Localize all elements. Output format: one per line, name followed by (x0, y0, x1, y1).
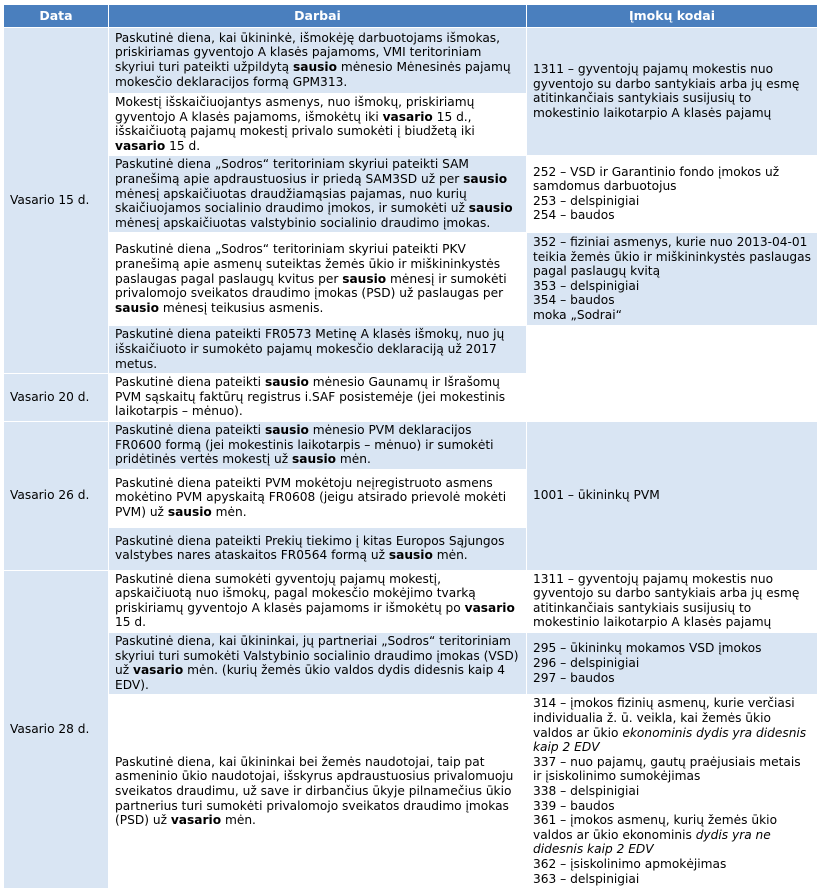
header-codes: Įmokų kodai (527, 5, 818, 28)
work-cell: Paskutinė diena pateikti PVM mokėtoju neįregistruoto asmens mokėtino PVM apyskaitą FR0608 (jeigu atsirado prievolė mokėti PVM) už sausio mėn. (109, 469, 527, 527)
table-row (4, 156, 818, 233)
table-row (4, 233, 818, 326)
date-cell: Vasario 26 d. (4, 421, 109, 570)
work-cell: Paskutinė diena pateikti sausio mėnesio Gaunamų ir Išrašomų PVM sąskaitų faktūrų registrus i.SAF posistemėje (jei mokestinis laikotarpis – mėnuo). (109, 374, 527, 422)
code-cell (527, 374, 818, 422)
table-row (4, 695, 818, 889)
table-row (4, 421, 818, 469)
work-cell: Paskutinė diena pateikti sausio mėnesio PVM deklaracijos FR0600 formą (jei mokestinis laikotarpis – mėnuo) ir sumokėti pridėtinės vertės mokestį už sausio mėn. (109, 421, 527, 469)
work-cell: Mokestį išskaičiuojantys asmenys, nuo išmokų, priskiriamų gyventojo A klasės pajamoms, išmokėtų iki vasario 15 d., išskaičiuotą pajamų mokestį privalo sumokėti į biudžetą iki vasario 15 d. (109, 94, 527, 156)
header-works: Darbai (109, 5, 527, 28)
date-cell: Vasario 15 d. (4, 28, 109, 374)
tax-calendar-table (3, 4, 818, 889)
code-cell: 1311 – gyventojų pajamų mokestis nuo gyventojo su darbo santykiais arba jų esmę atitinkančiais santykiais susijusių to mokestinio laikotarpio A klasės pajamų (527, 570, 818, 632)
work-cell: Paskutinė diena, kai ūkininkė, išmokėję darbuotojams išmokas, priskiriamas gyventojo A klasės pajamoms, VMI teritoriniam skyriui turi pateikti užpildytą sausio mėnesio Mėnesinės pajamų mokesčio deklaracijos formą GPM313. (109, 28, 527, 94)
table-row (4, 374, 818, 422)
work-cell: Paskutinė diena pateikti Prekių tiekimo į kitas Europos Sąjungos valstybes nares ataskaitos FR0564 formą už sausio mėn. (109, 527, 527, 570)
table-row (4, 326, 818, 374)
date-cell: Vasario 20 d. (4, 374, 109, 422)
header-row (4, 5, 818, 28)
work-cell: Paskutinė diena, kai ūkininkai, jų partneriai „Sodros“ teritoriniam skyriui turi sumokėti Valstybinio socialinio draudimo įmokas (VSD) už vasario mėn. (kurių žemės ūkio valdos dydis didesnis kaip 4 EDV). (109, 633, 527, 695)
code-cell: 295 – ūkininkų mokamos VSD įmokos 296 – delspinigiai 297 – baudos (527, 633, 818, 695)
code-cell: 314 – įmokos fizinių asmenų, kurie verčiasi individualia ž. ū. veikla, kai žemės ūkio valdos ar ūkio ekonominis dydis yra didesnis kaip 2 EDV 337 – nuo pajamų, gautų praėjusiais metais ir įsiskolinimo sumokėjimas 338 – delspinigiai 339 – baudos 361 – įmokos asmenų, kurių žemės ūkio valdos ar ūkio ekonominis dydis yra ne didesnis kaip 2 EDV 362 – įsiskolinimo apmokėjimas 363 – delspinigiai (527, 695, 818, 889)
work-cell: Paskutinė diena sumokėti gyventojų pajamų mokestį, apskaičiuotą nuo išmokų, pagal mokesčio mokėjimo tvarką priskiriamų gyventojo A klasės pajamoms ir išmokėtų po vasario 15 d. (109, 570, 527, 632)
work-cell: Paskutinė diena pateikti FR0573 Metinę A klasės išmokų, nuo jų išskaičiuoto ir sumokėto pajamų mokesčio deklaraciją už 2017 metus. (109, 326, 527, 374)
header-date: Data (4, 5, 109, 28)
date-cell: Vasario 28 d. (4, 570, 109, 888)
code-cell: 252 – VSD ir Garantinio fondo įmokos už samdomus darbuotojus 253 – delspinigiai 254 – baudos (527, 156, 818, 233)
work-cell: Paskutinė diena, kai ūkininkai bei žemės naudotojai, taip pat asmeninio ūkio naudotojai, išskyrus apdraustuosius privalomuoju sveikatos draudimu, už save ir dirbančius ūkyje pilnamečius ūkio partnerius turi sumokėti privalomojo sveikatos draudimo įmokas (PSD) už vasario mėn. (109, 695, 527, 889)
code-cell (527, 326, 818, 374)
work-cell: Paskutinė diena „Sodros“ teritoriniam skyriui pateikti PKV pranešimą apie asmenų suteiktas žemės ūkio ir miškininkystės paslaugas pagal paslaugų kvitus per sausio mėnesį ir sumokėti privalomojo sveikatos draudimo įmokas (PSD) už paslaugas per sausio mėnesį teikusius asmenis. (109, 233, 527, 326)
table-row (4, 633, 818, 695)
table-row (4, 28, 818, 94)
code-cell: 1001 – ūkininkų PVM (527, 421, 818, 570)
work-cell: Paskutinė diena „Sodros“ teritoriniam skyriui pateikti SAM pranešimą apie apdraustuosius ir priedą SAM3SD už per sausio mėnesį apskaičiuotas draudžiamąsias pajamas, nuo kurių skaičiuojamos socialinio draudimo įmokos, ir sumokėti už sausio mėnesį apskaičiuotas valstybinio socialinio draudimo įmokas. (109, 156, 527, 233)
code-cell: 1311 – gyventojų pajamų mokestis nuo gyventojo su darbo santykiais arba jų esmę atitinkančiais santykiais susijusių to mokestinio laikotarpio A klasės pajamų (527, 28, 818, 156)
code-cell: 352 – fiziniai asmenys, kurie nuo 2013-04-01 teikia žemės ūkio ir miškininkystės paslaugas pagal paslaugų kvitą 353 – delspinigiai 354 – baudos moka „Sodrai“ (527, 233, 818, 326)
table-row (4, 570, 818, 632)
